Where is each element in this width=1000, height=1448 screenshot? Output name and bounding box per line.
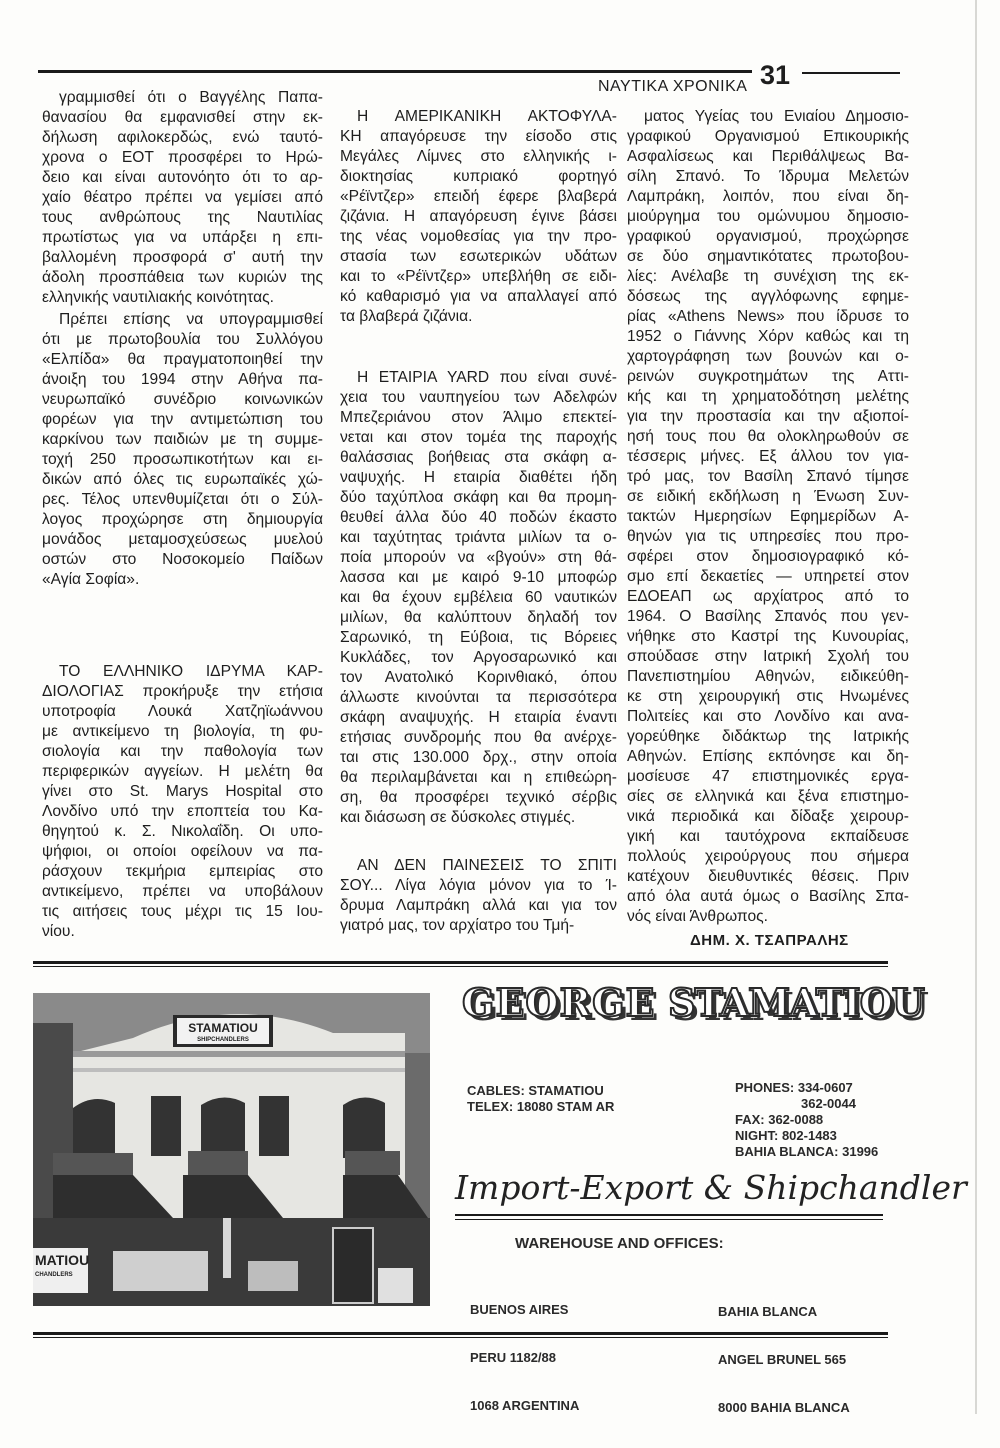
text-line: τους ανθρώπους της Ναυτιλίας <box>42 209 323 226</box>
text-line: και το «Ρέϊντζερ» υπεβλήθη σε ειδι- <box>340 268 617 285</box>
tagline-underline <box>455 1214 883 1216</box>
text-line: άλλωστε κινούνται τα περισσότερα <box>340 689 617 706</box>
text-line: θηγητού κ. Σ. Νικολαΐδη. Οι υπο- <box>42 823 323 840</box>
text-line: και ταχύτητας τριάντα μιλίων τα ο- <box>340 529 617 546</box>
text-line: υποτροφία Λουκά Χατζηϊωάννου <box>42 703 323 720</box>
text-line: ται στις 130.000 δρχ., στην οποία <box>340 749 617 766</box>
text-line: 1964. Ο Βασίλης Σπανός που γεν- <box>627 608 909 625</box>
text-line: λασσα και με καιρό 9-10 μποφώρ <box>340 569 617 586</box>
text-line: ΕΔΟΕΑΠ ως αρχίατρος από το <box>627 588 909 605</box>
text-line: «Αγία Σοφία». <box>42 571 140 588</box>
text-line: θα περιλαμβάνεται και η επιθεώρη- <box>340 769 617 786</box>
text-line: τέσσερις μήνες. Εξ άλλου τον για- <box>627 448 909 465</box>
page-number: 31 <box>760 60 791 90</box>
text-line: και διάσωση σε δύσκολες στιγμές. <box>340 809 576 826</box>
ad-bottom-rule-thin <box>33 1337 888 1338</box>
office-line: 8000 BAHIA BLANCA <box>718 1400 850 1415</box>
text-line: δύο ταχύπλοα σκάφη και θα προμη- <box>340 489 617 506</box>
text-line: σφέρει στον δημοσιογραφικό κό- <box>627 548 909 565</box>
text-line: γιατρό μας, τον αρχίατρο του Τμή- <box>340 917 575 934</box>
phone-1: PHONES: 334-0607 <box>735 1080 853 1095</box>
text-line: ότι με πρωτοβουλία του Συλλόγου <box>42 331 323 348</box>
column-2 <box>340 0 617 960</box>
text-line: μιούργημα του ομώνυμου δημοσιο- <box>627 208 909 225</box>
text-line: δικών από όλες τις ευρωπαϊκές χώ- <box>42 471 323 488</box>
text-line: ΣΟΥ... Λίγα λόγια μόνον για το Ί- <box>340 877 617 894</box>
article-paragraph <box>627 107 909 927</box>
text-line: θαλάσσιας βοήθειας στα σκάφη α- <box>340 449 617 466</box>
text-line: Αθηνών. Επίσης εκπόνησε και δη- <box>627 748 909 765</box>
text-line: νεται και στον τομέα της παροχής <box>340 429 617 446</box>
text-line: αντικείμενο, πρέπει να υποβάλουν <box>42 883 323 900</box>
text-line: νήθηκε στο Καστρί της Κυνουρίας, <box>627 628 909 645</box>
text-line: Πανεπιστημίου Αθηνών, ειδικεύθη- <box>627 668 909 685</box>
text-line: κε στη χειρουργική στις Ηνωμένες <box>627 688 909 705</box>
article-paragraph <box>340 107 617 327</box>
text-line: ΑΝ ΔΕΝ ΠΑΙΝΕΣΕΙΣ ΤΟ ΣΠΙΤΙ <box>357 857 617 874</box>
text-line: θηνών για τις υπηρεσίες που προ- <box>627 528 909 545</box>
text-line: τον Ανατολικό Κορινθιακό, όπου <box>340 669 617 686</box>
text-line: κατέχουν διευθυντικές θέσεις. Πριν <box>627 868 909 885</box>
text-line: σε ειδική εκδήλωση η Ένωση Συν- <box>627 488 909 505</box>
logo-stamatiou: STAMATIOU <box>668 980 924 1025</box>
text-line: βαλλομένη προσφορά σ' αυτή την <box>42 249 323 266</box>
text-line: μοσίευσε 47 επιστημονικές εργα- <box>627 768 909 785</box>
text-line: γίνει στο St. Marys Hospital στο <box>42 783 323 800</box>
text-line: μιλίων, θα καλύπτουν δηλαδή τον <box>340 609 617 626</box>
text-line: στασία των εσωτερικών υδάτων <box>340 248 617 265</box>
text-line: άνοιξη του 1994 στην Αθήνα πα- <box>42 371 323 388</box>
text-line: χεια του ναυπηγείου των Αδελφών <box>340 389 617 406</box>
text-line: λίες: Ανέλαβε τη συνέχιση της εκ- <box>627 268 909 285</box>
ad-bottom-rule <box>33 1332 888 1335</box>
text-line: της νέας νομοθεσίας για την προ- <box>340 228 617 245</box>
text-line: ΤΟ ΕΛΛΗΝΙΚΟ ΙΔΡΥΜΑ ΚΑΡ- <box>59 663 323 680</box>
fax-number: FAX: 362-0088 <box>735 1112 824 1127</box>
text-line: ναψυχής. Η εταιρία διαθέτει ήδη <box>340 469 617 486</box>
office-line: PERU 1182/88 <box>470 1350 557 1365</box>
text-line: ζιζάνια. Η απαγόρευση έγινε βάσει <box>340 208 617 225</box>
text-line: πολλούς χειρούργους που σήμερα <box>627 848 909 865</box>
photo-truck-sub: CHANDLERS <box>35 1272 73 1278</box>
text-line: τρό μας, τον Βασίλη Σπανό τίμησε <box>627 468 909 485</box>
text-line: σιολογία και την παθολογία των <box>42 743 323 760</box>
text-line: σίλη Σπανό. Το Ίδρυμα Μελετών <box>627 168 909 185</box>
text-line: ση, θα προσφέρει τεχνικό σέρβις <box>340 789 617 806</box>
publication-title: ΝΑΥΤΙΚΑ ΧΡΟΝΙΚΑ <box>598 78 748 95</box>
article-paragraph <box>340 368 617 828</box>
text-line: ρες. Τέλος υπενθυμίζεται ότι ο Σύλ- <box>42 491 323 508</box>
text-line: κής και τη χρηματοδότηση μελέτης <box>627 388 909 405</box>
text-line: σκάφη αναψυχής. Η εταιρία έναντι <box>340 709 617 726</box>
text-line: Η ΑΜΕΡΙΚΑΝΙΚΗ ΑΚΤΟΦΥΛΑ- <box>357 108 617 125</box>
text-line: Η ΕΤΑΙΡΙΑ YARD που είναι συνέ- <box>357 369 617 386</box>
text-line: δήλωση αφιλοκερδώς, ενώ ταυτό- <box>42 129 323 146</box>
office-bahia-blanca <box>718 1272 850 1448</box>
office-line: BAHIA BLANCA <box>718 1304 818 1319</box>
column-1 <box>42 0 323 960</box>
article-paragraph <box>42 88 323 308</box>
text-line: σπούδασε στην Ιατρική Σχολή του <box>627 648 909 665</box>
text-line: νίου. <box>42 923 75 940</box>
office-buenos-aires <box>470 1270 579 1446</box>
shop-building-photo <box>33 993 430 1306</box>
text-line: ματος Υγείας του Ενιαίου Δημοσιο- <box>644 108 909 125</box>
cables-address: CABLES: STAMATIOU <box>467 1083 604 1098</box>
scan-edge <box>975 0 977 1414</box>
text-line: Σαρωνικό, τη Εύβοια, τις Βόρειες <box>340 629 617 646</box>
text-line: πρωτίστως για να υπάρξει η επι- <box>42 229 323 246</box>
text-line: σίες σε ελληνικά και ξένα επιστημο- <box>627 788 909 805</box>
text-line: άδολη προσπάθεια των κυριών της <box>42 269 323 286</box>
text-line: χαρτογράφηση των βουνών και ο- <box>627 348 909 365</box>
text-line: χρονα ο ΕΟΤ προσφέρει το Ηρώ- <box>42 149 323 166</box>
text-line: σε δύο σημαντικότατες πρωτοβου- <box>627 248 909 265</box>
text-line: καρκίνου των παιδιών με τη συμμε- <box>42 431 323 448</box>
text-line: κό καθαρισμό για να απαλλαγεί από <box>340 288 617 305</box>
text-line: γορεύθηκε διδάκτωρ της Ιατρικής <box>627 728 909 745</box>
text-line: τακτών Ημερησίων Εφημερίδων Α- <box>627 508 909 525</box>
text-line: γραφικού Οργανισμού Επικουρικής <box>627 128 909 145</box>
text-line: «Ρέϊντζερ» επειδή έφερε βλαβερά <box>340 188 617 205</box>
text-line: τις αιτήσεις τους μέχρι τις 15 Ιου- <box>42 903 323 920</box>
photo-sign-name: STAMATIOU <box>188 1021 258 1035</box>
text-line: θανασίου θα εμφανισθεί στην εκ- <box>42 109 323 126</box>
text-line: οστών στο Νοσοκομείο Παίδων <box>42 551 323 568</box>
phone-2: 362-0044 <box>801 1096 856 1111</box>
text-line: δειο και είναι αυτονόητο ότι το αρ- <box>42 169 323 186</box>
text-line: νός είναι Άνθρωπος. <box>627 908 768 925</box>
tagline-script: Import-Export & Shipchandler <box>455 1168 967 1207</box>
text-line: για την προστασία και την αξιοποί- <box>627 408 909 425</box>
text-line: Ασφαλίσεως και Περιθάλψεως Βα- <box>627 148 909 165</box>
text-line: μονάδος μεταμοσχεύσεως μυελού <box>42 531 323 548</box>
text-line: Πολιτείες και στο Λονδίνο και ανα- <box>627 708 909 725</box>
text-line: διοκτησίας κυπριακό φορτηγό <box>340 168 617 185</box>
text-line: τοχή 250 προσωπικοτήτων και ει- <box>42 451 323 468</box>
telex-number: TELEX: 18080 STAM AR <box>467 1099 615 1114</box>
text-line: ψήφιοι, οι οποίοι οφείλουν να πα- <box>42 843 323 860</box>
article-paragraph <box>340 856 617 936</box>
text-line: ελληνικής ναυτιλιακής κοινότητας. <box>42 289 274 306</box>
text-line: θευθεί άλλα δύο 40 ποδών έκαστο <box>340 509 617 526</box>
text-line: ησή τους που θα ολοκληρωθούν σε <box>627 428 909 445</box>
ad-top-rule <box>33 961 888 964</box>
text-line: Λονδίνο υπό την εποπτεία του Κα- <box>42 803 323 820</box>
photo-truck-name: MATIOU <box>35 1252 90 1268</box>
text-line: ποία μπορούν να «βγούν» στη θά- <box>340 549 617 566</box>
logo-george: GEORGE <box>462 980 656 1025</box>
photo-sign-sub: SHIPCHANDLERS <box>197 1037 249 1043</box>
text-line: Λαμπράκη, λοιπόν, που είναι δη- <box>627 188 909 205</box>
text-line: φορέων για την αντιμετώπιση του <box>42 411 323 428</box>
text-line: χαίο θέατρο πρέπει να γεμίσει από <box>42 189 323 206</box>
text-line: ΚΗ απαγόρευσε την είσοδο στις <box>340 128 617 145</box>
text-line: γραφικού οργανισμού, προχώρησε <box>627 228 909 245</box>
ad-top-rule-thin <box>33 966 888 967</box>
text-line: με αντικείμενο τη βιολογία, τη φυ- <box>42 723 323 740</box>
article-paragraph <box>42 662 323 942</box>
text-line: από όλα αυτά όμως ο Βασίλης Σπα- <box>627 888 909 905</box>
text-line: δρυμα Λαμπράκη αλλά και για τον <box>340 897 617 914</box>
night-phone: NIGHT: 802-1483 <box>735 1128 837 1143</box>
text-line: γική και ταυτόχρονα εκπαίδευσε <box>627 828 909 845</box>
text-line: περιφερικών αγγείων. Η μελέτη θα <box>42 763 323 780</box>
tagline-underline-thin <box>455 1219 883 1220</box>
text-line: ετήσιας συνδρομής που θα ανέρχε- <box>340 729 617 746</box>
office-line: ANGEL BRUNEL 565 <box>718 1352 847 1367</box>
text-line: δόσεως της αγγλόφωνης εφημε- <box>627 288 909 305</box>
warehouse-heading: WAREHOUSE AND OFFICES: <box>515 1235 724 1252</box>
text-line: ρεινών συγκροτημάτων της Αττι- <box>627 368 909 385</box>
office-line: BUENOS AIRES <box>470 1302 569 1317</box>
text-line: σμο επί δεκαετίες — υπηρετεί στον <box>627 568 909 585</box>
office-line: 1068 ARGENTINA <box>470 1398 580 1413</box>
text-line: λογος προχώρησε στη δημιουργία <box>42 511 323 528</box>
text-line: 1952 ο Γιάννης Χόρν καθώς και τη <box>627 328 909 345</box>
article-paragraph <box>42 310 323 590</box>
text-line: τα βλαβερά ζιζάνια. <box>340 308 473 325</box>
author-signature: ΔΗΜ. Χ. ΤΣΑΠΡΑΛΗΣ <box>690 932 849 949</box>
text-line: Μεγάλες Λίμνες στο ελληνικής ι- <box>340 148 617 165</box>
text-line: νικά περιοδικά και δίδαξε χειρουρ- <box>627 808 909 825</box>
text-line: Πρέπει επίσης να υπογραμμισθεί <box>59 311 323 328</box>
text-line: και θα έχουν εμβέλεια 60 ναυτικών <box>340 589 617 606</box>
text-line: «Ελπίδα» θα πραγματοποιηθεί την <box>42 351 323 368</box>
text-line: ρίας «Athens News» που ίδρυσε το <box>627 308 909 325</box>
bahia-blanca-phone: BAHIA BLANCA: 31996 <box>735 1144 879 1159</box>
text-line: Κυκλάδες, τον Αργοσαρωνικό και <box>340 649 617 666</box>
text-line: ΔΙΟΛΟΓΙΑΣ προκήρυξε την ετήσια <box>42 683 323 700</box>
text-line: ράσχουν τεκμήρια εμπειρίας στο <box>42 863 323 880</box>
text-line: Μπεζεριάνου στον Άλιμο επεκτεί- <box>340 409 617 426</box>
text-line: γραμμισθεί ότι ο Βαγγέλης Παπα- <box>59 89 323 106</box>
column-3 <box>627 0 909 960</box>
text-line: νευρωπαϊκό συνέδριο κοινωνικών <box>42 391 323 408</box>
